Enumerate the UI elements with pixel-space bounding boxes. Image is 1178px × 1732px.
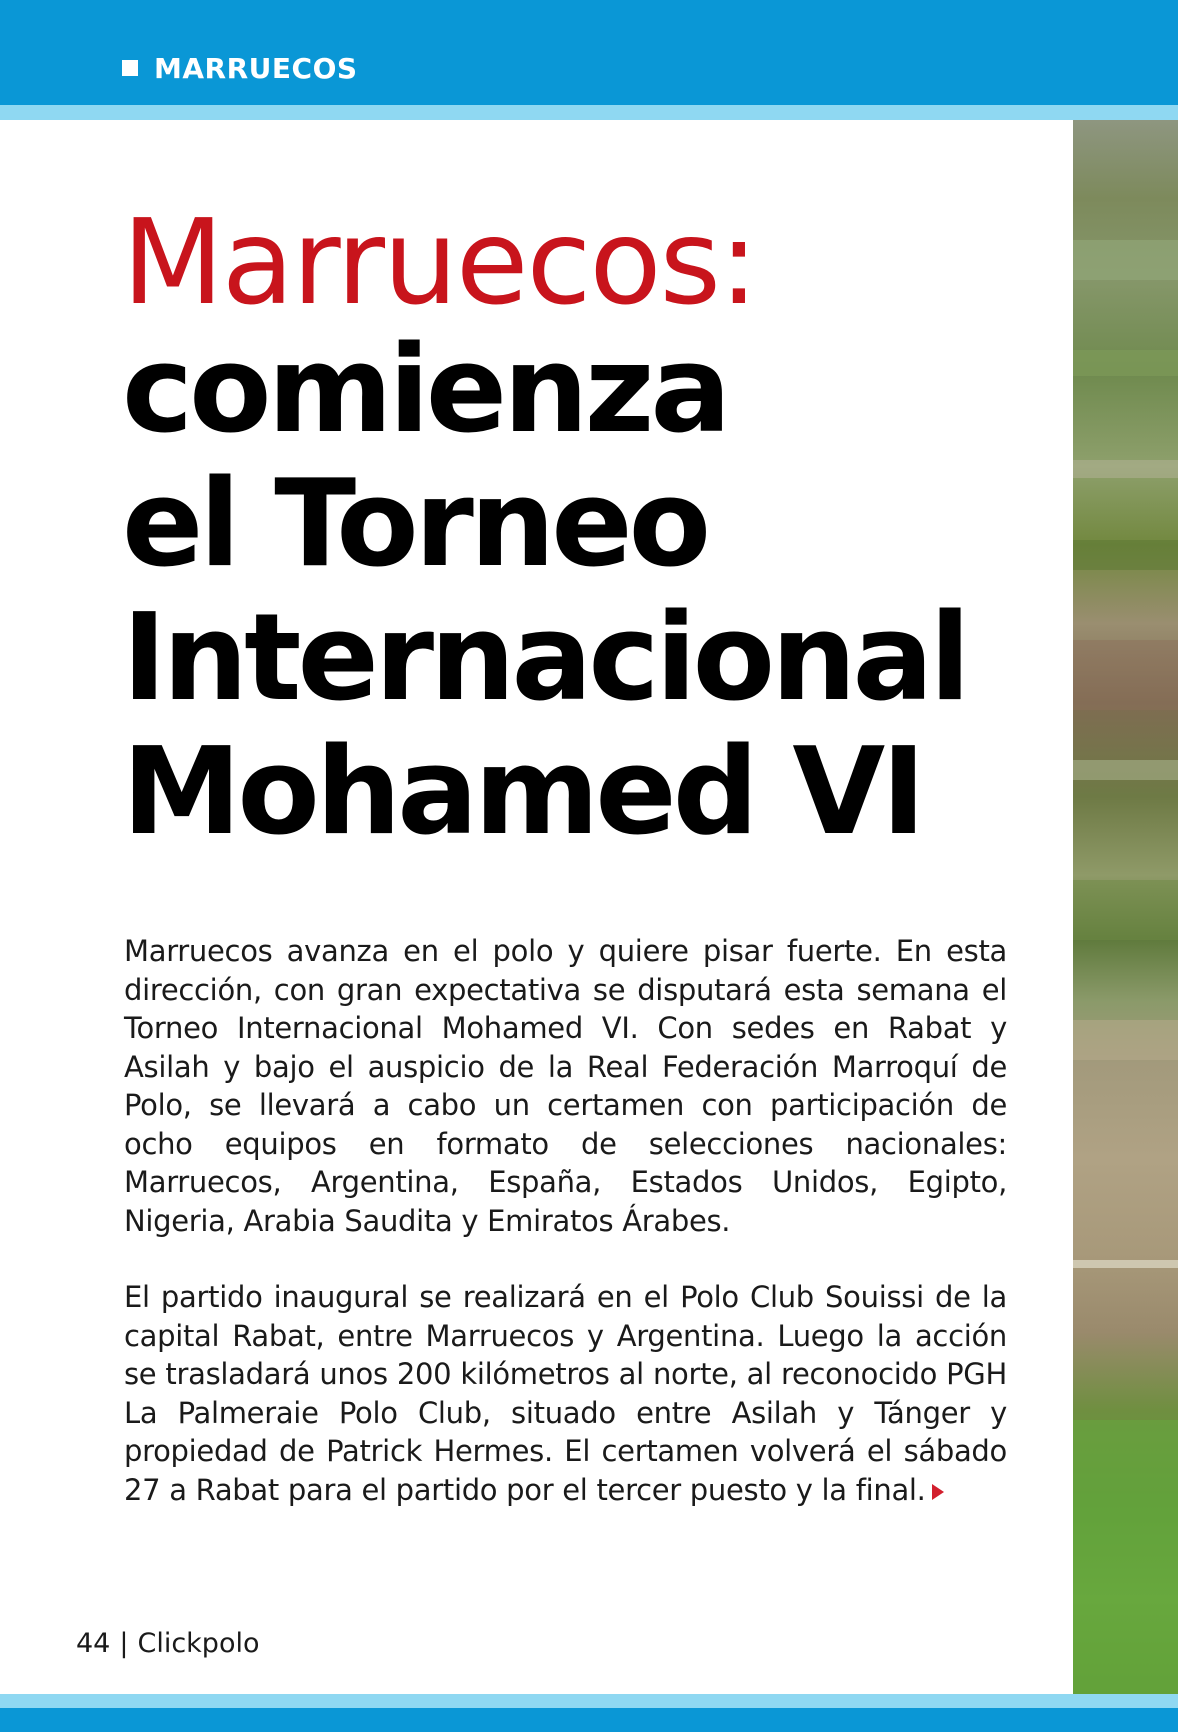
footer-stripe (0, 1694, 1178, 1708)
publication-name: Clickpolo (137, 1628, 260, 1659)
play-arrow-icon (932, 1484, 944, 1500)
article-body (124, 932, 1007, 1547)
page-footer (76, 1628, 259, 1659)
paragraph-text: Marruecos avanza en el polo y quiere pisar fuerte. En esta dirección, con gran expectativa se disputará esta semana el Torneo Internacional Mohamed VI. Con sedes en Rabat y Asilah y bajo el auspicio de la Real Federación Marroquí de Polo, se llevará a cabo un certamen con participación de ocho equipos en formato de selecciones nacionales: Marruecos, Argentina, España, Estados Unidos, Egipto, Nigeria, Arabia Saudita y Emiratos Árabes. (124, 934, 1007, 1238)
title-line: Mohamed VI (122, 723, 922, 862)
title-line: comienza (122, 321, 728, 460)
header-stripe (0, 105, 1178, 120)
footer-bar (0, 1708, 1178, 1732)
body-paragraph (124, 1278, 1007, 1509)
title-line: el Torneo (122, 455, 708, 594)
aerial-landscape-photo (1073, 120, 1178, 1694)
footer-separator: | (119, 1628, 129, 1659)
section-label-text: MARRUECOS (154, 51, 358, 85)
body-paragraph (124, 932, 1007, 1240)
square-bullet-icon (122, 60, 138, 76)
page-number: 44 (76, 1628, 111, 1659)
section-label (122, 50, 358, 86)
article-title (122, 193, 1022, 862)
title-line: Internacional (122, 589, 967, 728)
paragraph-text: El partido inaugural se realizará en el Polo Club Souissi de la capital Rabat, entre Marruecos y Argentina. Luego la acción se trasladará unos 200 kilómetros al norte, al reconocido PGH La Palmeraie Polo Club, situado entre Asilah y Tánger y propiedad de Patrick Hermes. El certamen volverá el sábado 27 a Rabat para el partido por el tercer puesto y la final. (124, 1280, 1007, 1507)
title-lead: Marruecos: (122, 193, 757, 331)
